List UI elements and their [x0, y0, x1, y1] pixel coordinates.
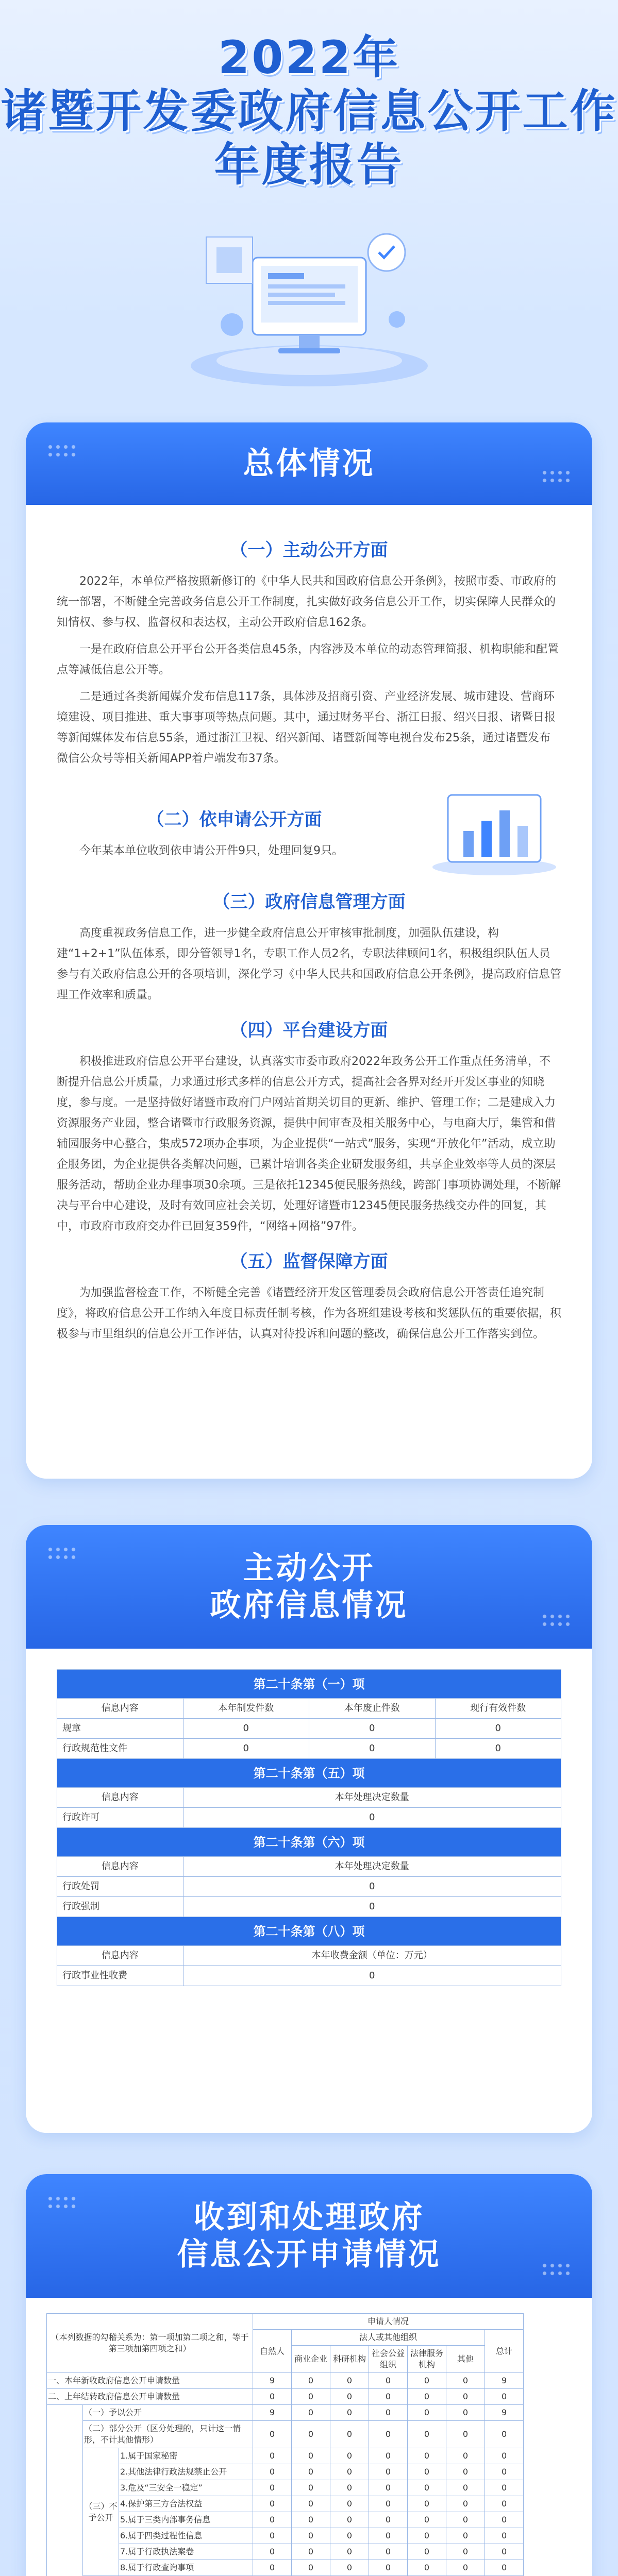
table-header: 现行有效件数 — [435, 1699, 561, 1719]
table-cell: 0 — [408, 2405, 446, 2421]
row-label: 1.属于国家秘密 — [119, 2448, 253, 2464]
paragraph: 积极推进政府信息公开平台建设，认真落实市委市政府2022年政务公开工作重点任务清单，不断提升信息公开质量，力求通过形式多样的信息公开方式，提高社会各界对经开开发区事业的知晓度，参与度。一是坚持做好诸暨市政府门户网站首期关切目的更新、维护、管理工作；二是建成入力资源服务产业园，整合诸暨市行政服务资源，提供中间审查及相关服务中心，与电商大厅，集管和借辅园服务中心整合，集成572项办企事项，为企业提供“一站式”服务，实现“开放化年”活动，成立助企服务团，为企业提供各类解决问题，已累计培训各类企业研发服务组，共享企业效率等人员的深层服务活动，帮助企业办理事项30余项。三是依托12345便民服务热线，跨部门事项协调处理，不断解决与平台中心建设，及时有效回应社会关切，处理好诸暨市12345便民服务热线交办件的回复，其中，市政府市政府交办件已回复359件，“网络+网格”97件。 — [57, 1055, 561, 1233]
table-cell: 0 — [369, 2480, 408, 2496]
table-cell: 0 — [253, 2512, 292, 2528]
table-header: 信息内容 — [57, 1699, 183, 1719]
table-header: 科研机构 — [330, 2346, 369, 2373]
table-cell: 0 — [253, 2448, 292, 2464]
table-cell: 0 — [408, 2544, 446, 2560]
table-row — [57, 1897, 561, 1917]
table-cell: 0 — [446, 2448, 485, 2464]
table-cell: 0 — [330, 2421, 369, 2448]
section-title: （二）依申请公开方面 — [146, 809, 322, 830]
table-cell: 0 — [309, 1719, 436, 1739]
table-cell: 0 — [485, 2448, 524, 2464]
table-row — [47, 2448, 572, 2464]
table-cell: 0 — [369, 2405, 408, 2421]
table-cell: 0 — [183, 1808, 561, 1828]
paragraph: 为加强监督检查工作，不断健全完善《诸暨经济开发区管理委员会政府信息公开答责任追究制度》，将政府信息公开工作纳入年度目标责任制考核，作为各班组建设考核和奖惩队伍的重要依据，积极参与市里组织的信息公开工作评估，认真对待投诉和问题的整改，确保信息公开工作落实到位。 — [57, 1286, 562, 1341]
table-row — [47, 2373, 572, 2389]
decor-dots — [541, 2262, 572, 2277]
table-cell: 0 — [435, 1719, 561, 1739]
table-row — [57, 1877, 561, 1897]
table-cell: 0 — [369, 2389, 408, 2405]
table-section-title: 第二十条第（六）项 — [57, 1828, 561, 1857]
row-label: 2.其他法律行政法规禁止公开 — [119, 2464, 253, 2480]
table-header: 法律服务机构 — [408, 2346, 446, 2373]
overview-header — [26, 422, 592, 505]
table-cell: 0 — [330, 2480, 369, 2496]
table-header: 本年收费金额（单位：万元） — [183, 1946, 561, 1966]
table-row — [57, 1808, 561, 1828]
table-cell: 0 — [408, 2528, 446, 2544]
table-cell: 0 — [292, 2496, 330, 2512]
table-cell: 0 — [408, 2373, 446, 2389]
table-header: 信息内容 — [57, 1946, 183, 1966]
table-row — [57, 1739, 561, 1759]
table-cell: 0 — [485, 2512, 524, 2528]
table-cell: 0 — [369, 2544, 408, 2560]
table-cell: 0 — [253, 2496, 292, 2512]
table-cell: 0 — [369, 2373, 408, 2389]
decor-dots — [46, 1546, 77, 1561]
paragraph: 高度重视政务信息工作，进一步健全政府信息公开审核审批制度，加强队伍建设，构建“1+2+1”队伍体系，即分管领导1名，专职工作人员2名，专职法律顾问1名，积极组织队伍人员参与有关政府信息公开的各项培训，深化学习《中华人民共和国政府信息公开条例》，提高政府信息管理工作效率和质量。 — [57, 927, 562, 1002]
table-cell: 0 — [446, 2528, 485, 2544]
s2-row — [57, 785, 561, 877]
row-label: （一）予以公开 — [83, 2405, 253, 2421]
applications-title-l2: 信息公开申请情况 — [177, 2236, 441, 2273]
table-cell: 0 — [446, 2421, 485, 2448]
row-label: 5.属于三类内部事务信息 — [119, 2512, 253, 2528]
table-cell: 0 — [408, 2512, 446, 2528]
table-cell: 0 — [446, 2480, 485, 2496]
table-cell: 0 — [183, 1877, 561, 1897]
table-cell: 0 — [485, 2560, 524, 2576]
table-cell: 0 — [369, 2448, 408, 2464]
table-cell: 0 — [408, 2389, 446, 2405]
table-cell: 0 — [485, 2389, 524, 2405]
table-cell: 0 — [435, 1739, 561, 1759]
applications-header — [26, 2174, 592, 2298]
table-cell: 0 — [485, 2528, 524, 2544]
table-cell: 0 — [408, 2480, 446, 2496]
table-cell: 行政强制 — [57, 1897, 183, 1917]
decor-dots — [46, 443, 77, 459]
row-label: 7.属于行政执法案卷 — [119, 2544, 253, 2560]
table-cell: 0 — [485, 2544, 524, 2560]
table-cell: 0 — [253, 2480, 292, 2496]
table-cell: 0 — [330, 2496, 369, 2512]
table-cell: 0 — [330, 2512, 369, 2528]
active-body — [26, 1649, 592, 2007]
table-cell: 0 — [183, 1966, 561, 1986]
applications-table — [46, 2313, 572, 2576]
row-label: 二、上年结转政府信息公开申请数量 — [47, 2389, 253, 2405]
table-header: 其他 — [446, 2346, 485, 2373]
table-section-title: 第二十条第（五）项 — [57, 1759, 561, 1788]
table-row — [57, 1966, 561, 1986]
row-label: 8.属于行政查询事项 — [119, 2560, 253, 2576]
table-cell: 0 — [485, 2496, 524, 2512]
table-cell: 0 — [183, 1897, 561, 1917]
table-cell: 0 — [408, 2464, 446, 2480]
decor-dots — [46, 2195, 77, 2210]
section-title: （四）平台建设方面 — [230, 1020, 388, 1041]
table-cell: 0 — [253, 2560, 292, 2576]
table-row — [47, 2464, 572, 2480]
table-row — [47, 2421, 572, 2448]
table-cell: 0 — [369, 2421, 408, 2448]
table-cell: 0 — [446, 2512, 485, 2528]
table-cell: 0 — [330, 2560, 369, 2576]
table-row — [47, 2496, 572, 2512]
table-cell: 0 — [369, 2496, 408, 2512]
active-table — [57, 1669, 561, 1986]
table-header: 本年处理决定数量 — [183, 1788, 561, 1808]
table-cell: 0 — [408, 2496, 446, 2512]
table-row — [57, 1719, 561, 1739]
group-label: （三）不予公开 — [83, 2448, 119, 2576]
table-cell: 0 — [485, 2464, 524, 2480]
table-desc: （本列数据的勾稽关系为：第一项加第二项之和，等于第三项加第四项之和） — [47, 2314, 253, 2373]
table-section-title: 第二十条第（八）项 — [57, 1917, 561, 1946]
overview-body — [26, 505, 592, 1371]
table-cell: 0 — [253, 2544, 292, 2560]
table-cell: 0 — [292, 2373, 330, 2389]
table-cell: 0 — [408, 2448, 446, 2464]
table-cell: 9 — [253, 2405, 292, 2421]
table-cell: 0 — [369, 2512, 408, 2528]
applications-card — [26, 2174, 592, 2576]
table-cell: 行政事业性收费 — [57, 1966, 183, 1986]
table-cell: 0 — [292, 2448, 330, 2464]
table-cell: 0 — [446, 2389, 485, 2405]
overview-title: 总体情况 — [243, 446, 375, 482]
applications-title-l1: 收到和处理政府 — [193, 2199, 425, 2235]
table-row — [47, 2405, 572, 2421]
section-title: （三）政府信息管理方面 — [212, 892, 406, 912]
decor-dots — [541, 1613, 572, 1628]
table-cell: 0 — [292, 2528, 330, 2544]
section-title: （一）主动公开方面 — [230, 540, 388, 561]
paragraph: 一是在政府信息公开平台公开各类信息45条，内容涉及本单位的动态管理简报、机构职能和配置点等减低信息公开等。 — [57, 643, 559, 676]
table-row — [47, 2544, 572, 2560]
table-header: 社会公益组织 — [369, 2346, 408, 2373]
report-title-main: 诸暨开发委政府信息公开工作 — [1, 84, 617, 138]
table-section-title: 第二十条第（一）项 — [57, 1670, 561, 1699]
row-label: （二）部分公开（区分处理的，只计这一情形，不计其他情形） — [83, 2421, 253, 2448]
table-cell: 0 — [369, 2528, 408, 2544]
table-cell: 0 — [485, 2480, 524, 2496]
table-cell: 0 — [253, 2464, 292, 2480]
table-cell: 9 — [485, 2405, 524, 2421]
table-cell: 行政规范性文件 — [57, 1739, 183, 1759]
table-header: 本年制发件数 — [183, 1699, 309, 1719]
table-header: 信息内容 — [57, 1788, 183, 1808]
table-header: 法人或其他组织 — [292, 2330, 485, 2346]
hero — [0, 0, 618, 412]
report-title-sub: 年度报告 — [214, 138, 404, 191]
row-label: 一、本年新收政府信息公开申请数量 — [47, 2373, 253, 2389]
table-cell: 0 — [183, 1719, 309, 1739]
table-header: 本年废止件数 — [309, 1699, 436, 1719]
table-cell: 0 — [446, 2560, 485, 2576]
table-header: 本年处理决定数量 — [183, 1857, 561, 1877]
active-header — [26, 1525, 592, 1649]
table-row — [47, 2512, 572, 2528]
table-header: 商业企业 — [292, 2346, 330, 2373]
table-cell: 0 — [309, 1739, 436, 1759]
overview-card — [26, 422, 592, 1479]
table-cell: 0 — [446, 2496, 485, 2512]
table-cell: 0 — [330, 2373, 369, 2389]
table-cell: 0 — [253, 2528, 292, 2544]
table-cell: 0 — [330, 2528, 369, 2544]
table-cell: 0 — [369, 2560, 408, 2576]
chart-illustration — [427, 785, 561, 877]
decor-dots — [541, 469, 572, 484]
row-label: 4.保护第三方合法权益 — [119, 2496, 253, 2512]
table-cell: 0 — [369, 2464, 408, 2480]
table-cell: 0 — [183, 1739, 309, 1759]
section-title: （五）监督保障方面 — [230, 1251, 388, 1272]
paragraph: 2022年，本单位严格按照新修订的《中华人民共和国政府信息公开条例》，按照市委、市政府的统一部署，不断健全完善政务信息公开工作制度，扎实做好政务信息公开工作，切实保障人民群众的知情权、参与权、监督权和表达权，主动公开政府信息162条。 — [57, 575, 556, 629]
group-label — [47, 2405, 83, 2576]
table-cell: 0 — [253, 2389, 292, 2405]
table-cell: 0 — [292, 2405, 330, 2421]
table-cell: 0 — [292, 2544, 330, 2560]
table-row — [47, 2480, 572, 2496]
table-cell: 0 — [292, 2464, 330, 2480]
table-cell: 0 — [253, 2421, 292, 2448]
table-header: 申请人情况 — [253, 2314, 524, 2330]
hero-illustration — [175, 196, 443, 392]
applications-body — [26, 2298, 592, 2576]
table-cell: 0 — [292, 2480, 330, 2496]
row-label: 3.危及“三安全一稳定” — [119, 2480, 253, 2496]
paragraph: 二是通过各类新闻媒介发布信息117条，具体涉及招商引资、产业经济发展、城市建设、营商环境建设、项目推进、重大事事项等热点问题。其中，通过财务平台、浙江日报、绍兴日报、诸暨日报等新闻媒体发布信息55条，通过浙江卫视、绍兴新闻、诸暨新闻等电视台发布25条，通过诸暨发布微信公众号等相关新闻APP着户端发布37条。 — [57, 690, 556, 765]
active-disclosure-card — [26, 1525, 592, 2133]
active-title-l2: 政府信息情况 — [210, 1587, 408, 1623]
table-cell: 0 — [292, 2560, 330, 2576]
table-cell: 0 — [446, 2405, 485, 2421]
report-title-year: 2022年 — [218, 31, 400, 84]
table-cell: 9 — [253, 2373, 292, 2389]
table-cell: 行政处罚 — [57, 1877, 183, 1897]
table-cell: 0 — [408, 2421, 446, 2448]
table-cell: 0 — [485, 2421, 524, 2448]
paragraph: 今年某本单位收到依申请公开件9只，处理回复9只。 — [79, 844, 343, 857]
table-row — [47, 2560, 572, 2576]
active-title-l1: 主动公开 — [243, 1550, 375, 1586]
table-cell: 0 — [446, 2544, 485, 2560]
table-cell: 0 — [330, 2448, 369, 2464]
row-label: 6.属于四类过程性信息 — [119, 2528, 253, 2544]
table-cell: 0 — [292, 2389, 330, 2405]
table-cell: 0 — [292, 2421, 330, 2448]
table-cell: 行政许可 — [57, 1808, 183, 1828]
table-row — [47, 2528, 572, 2544]
table-cell: 0 — [330, 2464, 369, 2480]
table-cell: 0 — [330, 2389, 369, 2405]
table-cell: 0 — [330, 2544, 369, 2560]
table-cell: 0 — [330, 2405, 369, 2421]
table-cell: 0 — [446, 2464, 485, 2480]
table-cell: 0 — [408, 2560, 446, 2576]
table-cell: 0 — [292, 2512, 330, 2528]
table-row — [47, 2389, 572, 2405]
table-cell: 9 — [485, 2373, 524, 2389]
table-header: 信息内容 — [57, 1857, 183, 1877]
table-cell: 0 — [446, 2373, 485, 2389]
table-cell: 规章 — [57, 1719, 183, 1739]
table-header: 自然人 — [253, 2330, 292, 2373]
table-header: 总计 — [485, 2330, 524, 2373]
